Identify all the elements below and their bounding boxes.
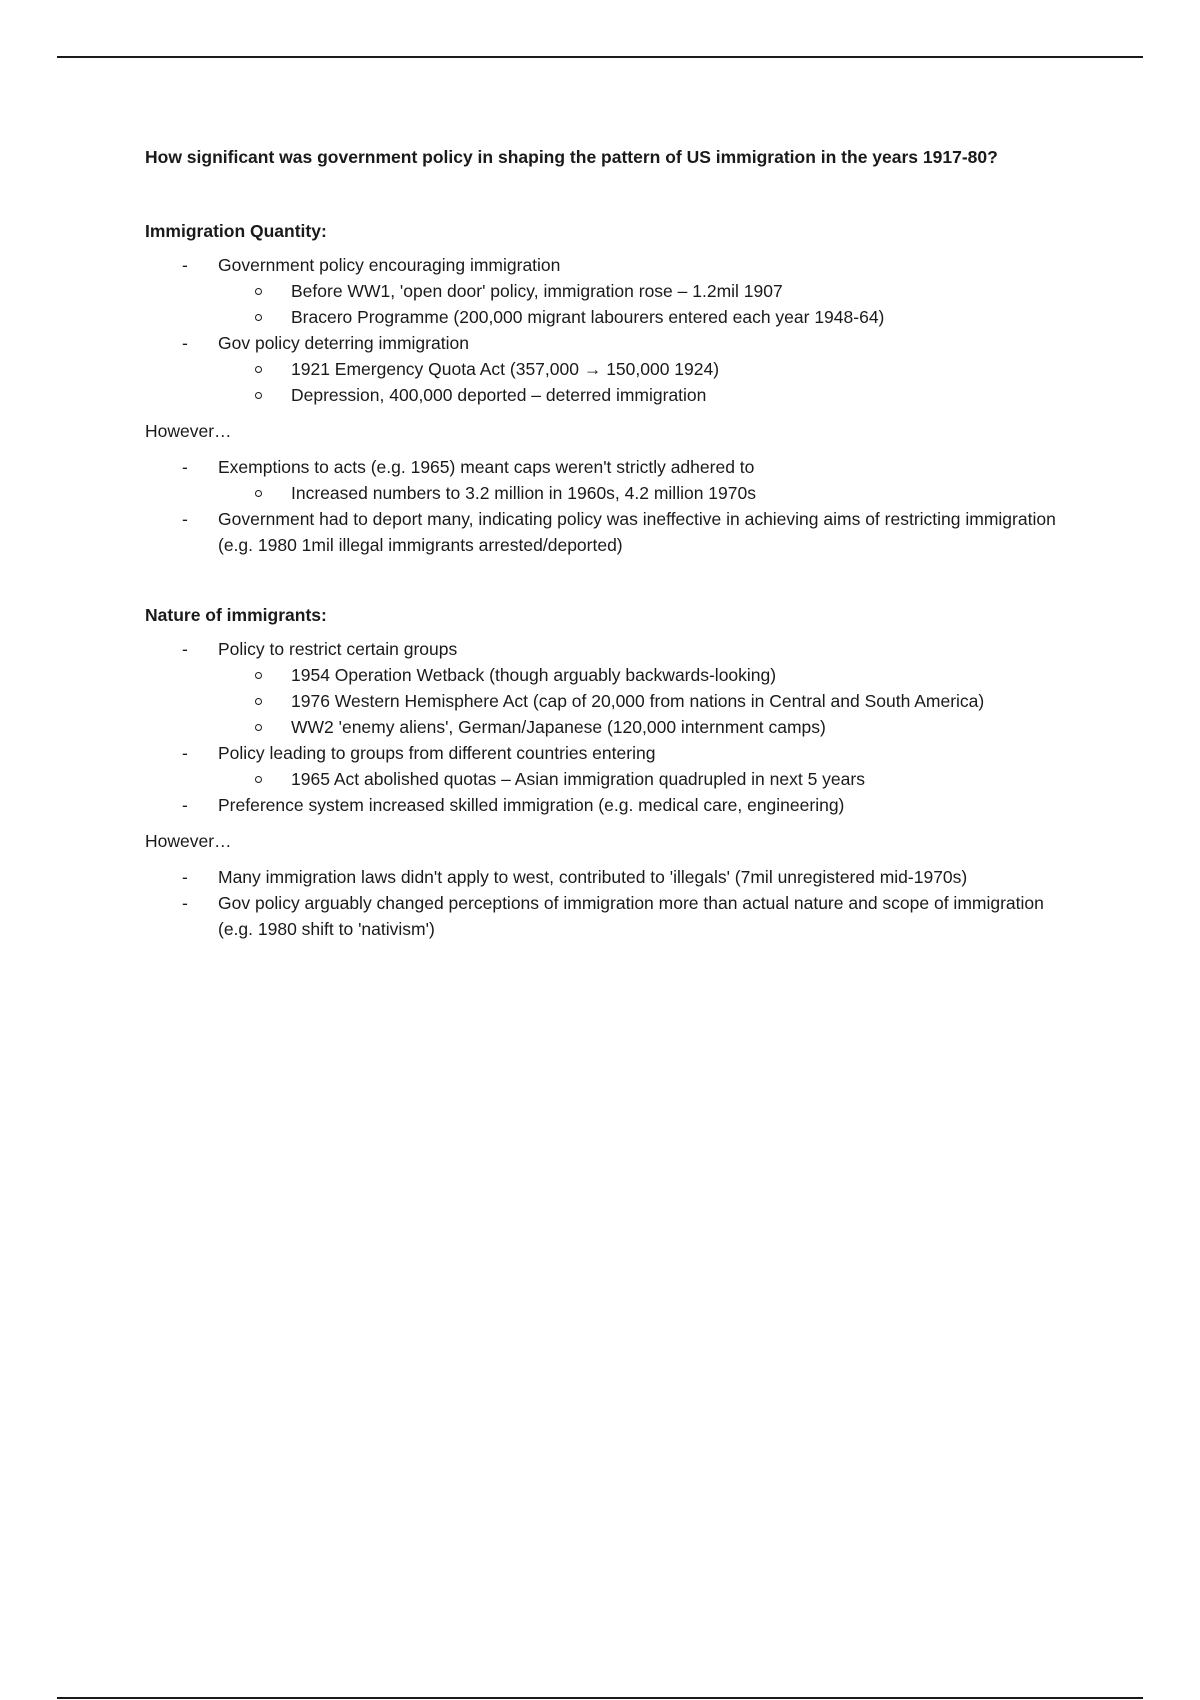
footer-rule: [57, 1697, 1143, 1699]
however-label: However…: [145, 421, 232, 441]
sub-bullet-list: [218, 356, 1065, 408]
list-item: [145, 454, 1065, 506]
header-rule: [57, 56, 1143, 58]
sub-list-item-text: 1954 Operation Wetback (though arguably backwards-looking): [291, 665, 777, 685]
list-item-text: Many immigration laws didn't apply to west, contributed to 'illegals' (7mil unregistered mid-1970s): [218, 867, 968, 887]
sub-list-item-text: Before WW1, 'open door' policy, immigration rose – 1.2mil 1907: [291, 281, 783, 301]
sub-list-item: [218, 662, 1065, 688]
dash-bullet-icon: -: [182, 639, 188, 659]
dash-bullet-icon: -: [182, 795, 188, 815]
circle-bullet-icon: [255, 288, 262, 295]
dash-bullet-icon: -: [182, 743, 188, 763]
section-nature-of-immigrants: [145, 602, 1065, 942]
list-item: [145, 252, 1065, 330]
list-item-text: Government had to deport many, indicating policy was ineffective in achieving aims of restricting immigration (e.g. 1980 1mil illegal immigrants arrested/deported): [218, 509, 1056, 555]
sub-list-item: [218, 356, 1065, 382]
list-item-text: Gov policy deterring immigration: [218, 333, 469, 353]
circle-bullet-icon: [255, 392, 262, 399]
sub-bullet-list: [218, 766, 1065, 792]
sub-list-item: [218, 382, 1065, 408]
section-heading: Nature of immigrants:: [145, 605, 327, 625]
bullet-list: [145, 252, 1065, 408]
document-body: [145, 144, 1065, 942]
dash-bullet-icon: -: [182, 333, 188, 353]
section-heading: Immigration Quantity:: [145, 221, 327, 241]
circle-bullet-icon: [255, 672, 262, 679]
dash-bullet-icon: -: [182, 893, 188, 913]
sub-list-item: [218, 304, 1065, 330]
sub-bullet-list: [218, 278, 1065, 330]
sub-list-item-text: 1921 Emergency Quota Act (357,000 → 150,000 1924): [291, 359, 720, 379]
sub-list-item: [218, 714, 1065, 740]
bullet-list: [145, 864, 1065, 942]
sub-list-item: [218, 688, 1065, 714]
circle-bullet-icon: [255, 698, 262, 705]
section-spacer: [145, 558, 1065, 602]
sub-list-item: [218, 278, 1065, 304]
list-item: [145, 506, 1065, 558]
dash-bullet-icon: -: [182, 867, 188, 887]
list-item-text: Government policy encouraging immigration: [218, 255, 561, 275]
list-item-text: Policy to restrict certain groups: [218, 639, 458, 659]
list-item-text: Exemptions to acts (e.g. 1965) meant caps weren't strictly adhered to: [218, 457, 755, 477]
circle-bullet-icon: [255, 366, 262, 373]
list-item-text: Preference system increased skilled immigration (e.g. medical care, engineering): [218, 795, 845, 815]
list-item-text: Policy leading to groups from different countries entering: [218, 743, 656, 763]
list-item: [145, 864, 1065, 890]
circle-bullet-icon: [255, 490, 262, 497]
sub-list-item-text: WW2 'enemy aliens', German/Japanese (120,000 internment camps): [291, 717, 826, 737]
sub-list-item: [218, 480, 1065, 506]
list-item: [145, 792, 1065, 818]
sub-list-item-text: Depression, 400,000 deported – deterred immigration: [291, 385, 707, 405]
list-item: [145, 636, 1065, 740]
sub-bullet-list: [218, 662, 1065, 740]
dash-bullet-icon: -: [182, 509, 188, 529]
dash-bullet-icon: -: [182, 457, 188, 477]
sub-list-item-text: Bracero Programme (200,000 migrant labourers entered each year 1948-64): [291, 307, 885, 327]
list-item: [145, 330, 1065, 408]
list-item: [145, 890, 1065, 942]
circle-bullet-icon: [255, 314, 262, 321]
circle-bullet-icon: [255, 724, 262, 731]
list-item-text: Gov policy arguably changed perceptions of immigration more than actual nature and scope of immigration (e.g. 1980 shift to 'nativism'): [218, 893, 1044, 939]
bullet-list: [145, 454, 1065, 558]
section-immigration-quantity: [145, 218, 1065, 558]
list-item: [145, 740, 1065, 792]
circle-bullet-icon: [255, 776, 262, 783]
sub-list-item-text: 1965 Act abolished quotas – Asian immigration quadrupled in next 5 years: [291, 769, 865, 789]
however-label: However…: [145, 831, 232, 851]
bullet-list: [145, 636, 1065, 818]
sub-list-item: [218, 766, 1065, 792]
essay-question: How significant was government policy in shaping the pattern of US immigration in the years 1917-80?: [145, 147, 998, 167]
dash-bullet-icon: -: [182, 255, 188, 275]
sub-bullet-list: [218, 480, 1065, 506]
sub-list-item-text: 1976 Western Hemisphere Act (cap of 20,000 from nations in Central and South America): [291, 691, 985, 711]
sub-list-item-text: Increased numbers to 3.2 million in 1960s, 4.2 million 1970s: [291, 483, 756, 503]
